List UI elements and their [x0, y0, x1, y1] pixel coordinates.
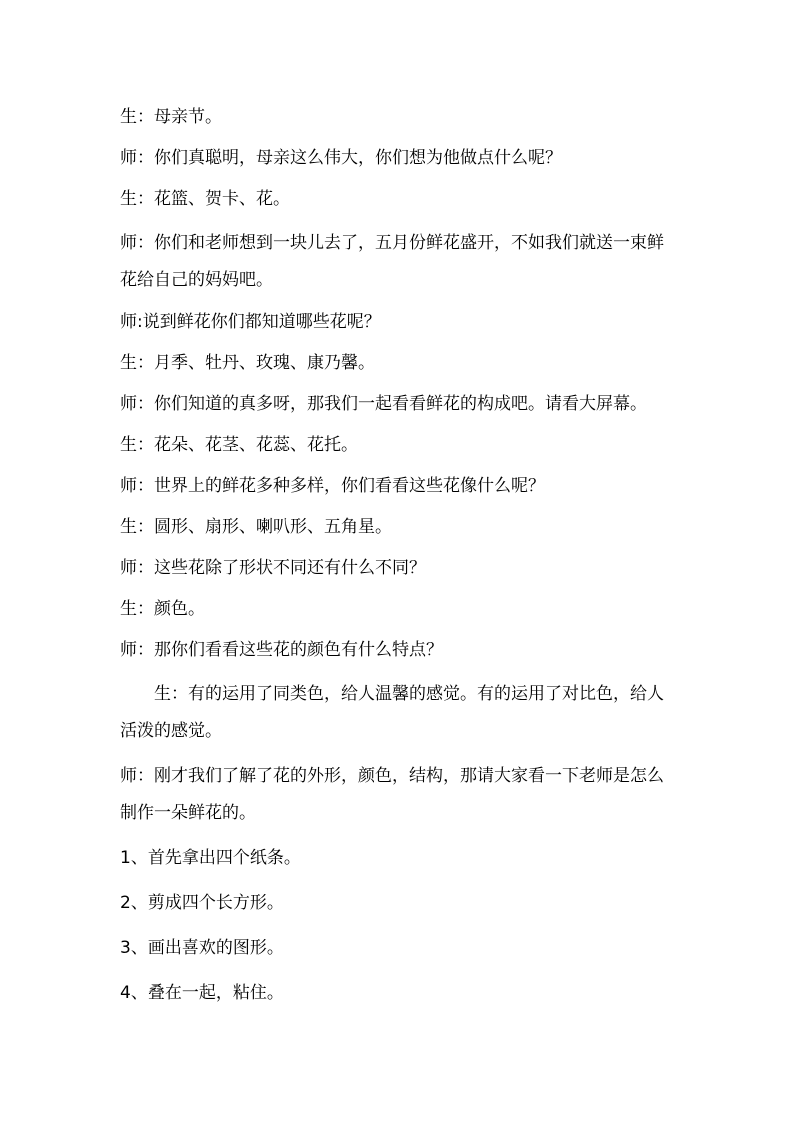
paragraph: 师：世界上的鲜花多种多样，你们看看这些花像什么呢？ — [120, 476, 545, 496]
paragraph: 师:说到鲜花你们都知道哪些花呢？ — [120, 312, 381, 332]
paragraph: 生：有的运用了同类色，给人温馨的感觉。有的运用了对比色，给人活泼的感觉。 — [120, 684, 664, 741]
list-item: 3、画出喜欢的图形。 — [120, 938, 284, 958]
paragraph: 生：月季、牡丹、玫瑰、康乃馨。 — [120, 353, 375, 373]
paragraph: 生：母亲节。 — [120, 107, 222, 127]
paragraph: 生：颜色。 — [120, 599, 205, 619]
paragraph: 生：圆形、扇形、喇叭形、五角星。 — [120, 517, 392, 537]
list-item: 4、叠在一起，粘住。 — [120, 983, 284, 1003]
list-item: 2、剪成四个长方形。 — [120, 893, 284, 913]
paragraph: 师：你们真聪明，母亲这么伟大，你们想为他做点什么呢？ — [120, 148, 562, 168]
paragraph: 师：刚才我们了解了花的外形，颜色，结构，那请大家看一下老师是怎么制作一朵鲜花的。 — [120, 766, 664, 823]
paragraph: 生：花朵、花茎、花蕊、花托。 — [120, 435, 358, 455]
paragraph: 师：你们和老师想到一块儿去了，五月份鲜花盛开，不如我们就送一束鲜花给自己的妈妈吧。 — [120, 233, 664, 290]
paragraph: 师：你们知道的真多呀，那我们一起看看鲜花的构成吧。请看大屏幕。 — [120, 394, 647, 414]
paragraph: 师：这些花除了形状不同还有什么不同？ — [120, 558, 426, 578]
list-item: 1、首先拿出四个纸条。 — [120, 848, 301, 868]
document-body — [120, 102, 680, 1020]
paragraph: 师：那你们看看这些花的颜色有什么特点？ — [120, 640, 443, 660]
paragraph: 生：花篮、贺卡、花。 — [120, 189, 290, 209]
